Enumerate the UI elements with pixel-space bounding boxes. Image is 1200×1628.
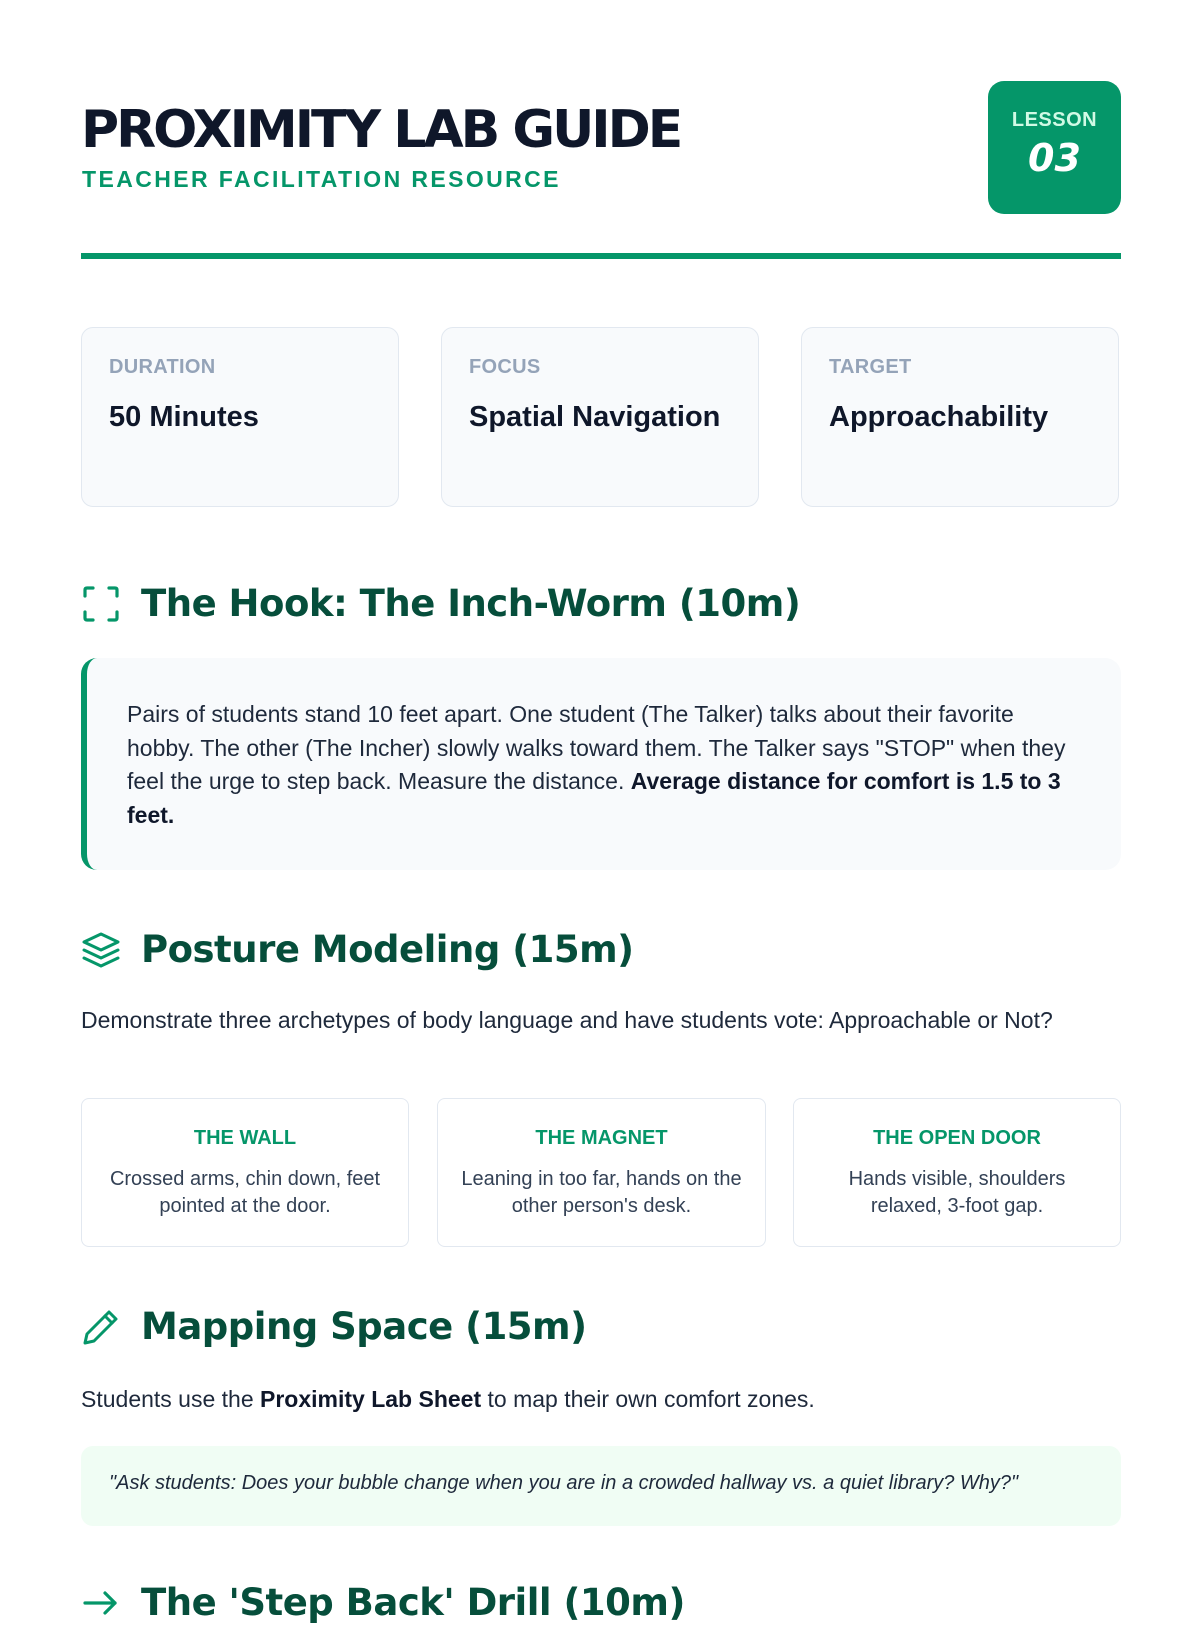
archetype-card-magnet [437,1098,766,1247]
card-label: DURATION [109,356,216,378]
card-value: Approachability [829,401,1049,433]
page-subtitle: TEACHER FACILITATION RESOURCE [82,166,561,192]
card-value: Spatial Navigation [469,401,721,433]
hook-text-body: Pairs of students stand 10 feet apart. One student (The Talker) talks about their favorite hobby. The other (The Incher) slowly walks toward them. The Talker says "STOP" when they feel the urge to step back. Measure the distance. [127,701,1066,794]
discussion-quote [81,1446,1121,1526]
header-divider [81,253,1121,259]
archetype-desc: Leaning in too far, hands on the other person's desk. [461,1168,742,1217]
archetype-card-wall [81,1098,409,1247]
section-title: Mapping Space (15m) [141,1305,587,1348]
quote-text: "Ask students: Does your bubble change when you are in a crowded hallway vs. a quiet library? Why?" [109,1472,1019,1494]
posture-intro: Demonstrate three archetypes of body language and have students vote: Approachable or Not? [81,1007,1053,1033]
arrow-right-icon [81,1583,121,1623]
archetype-desc: Hands visible, shoulders relaxed, 3-foot gap. [848,1168,1066,1217]
target-card [801,327,1119,507]
archetype-cards [81,1098,1121,1248]
lab-sheet-name: Proximity Lab Sheet [260,1386,482,1412]
scan-frame-icon [81,584,121,624]
section-heading-hook [81,579,1121,629]
guide-header [81,78,1121,258]
archetype-title: THE WALL [193,1127,297,1149]
section-heading-drill [81,1578,1121,1628]
section-title: The 'Step Back' Drill (10m) [141,1581,685,1624]
focus-card [441,327,759,507]
layers-icon [81,930,121,970]
mapping-text [81,1383,1121,1416]
section-title: The Hook: The Inch-Worm (10m) [141,582,801,625]
archetype-title: THE OPEN DOOR [873,1127,1041,1149]
section-heading-posture [81,925,1121,975]
section-heading-mapping [81,1302,1121,1352]
page-title: PROXIMITY LAB GUIDE [81,100,681,160]
duration-card [81,327,399,507]
archetype-desc: Crossed arms, chin down, feet pointed at the door. [109,1168,381,1217]
lesson-label: LESSON [1011,109,1098,131]
mapping-text-after: to map their own comfort zones. [481,1386,815,1412]
mapping-text-before: Students use the [81,1386,261,1412]
hook-text-highlight: Average distance for comfort is 1.5 to 3 feet. [127,768,1061,828]
archetype-card-open-door [793,1098,1121,1247]
hook-text [127,698,1067,832]
pencil-icon [81,1307,121,1347]
card-label: FOCUS [469,356,541,378]
card-label: TARGET [829,356,912,378]
hook-callout [81,658,1121,870]
lesson-number: 03 [1028,136,1081,180]
info-cards [81,327,1121,511]
section-title: Posture Modeling (15m) [141,928,634,971]
lesson-badge [988,81,1121,214]
archetype-title: THE MAGNET [535,1127,668,1149]
card-value: 50 Minutes [109,401,259,433]
